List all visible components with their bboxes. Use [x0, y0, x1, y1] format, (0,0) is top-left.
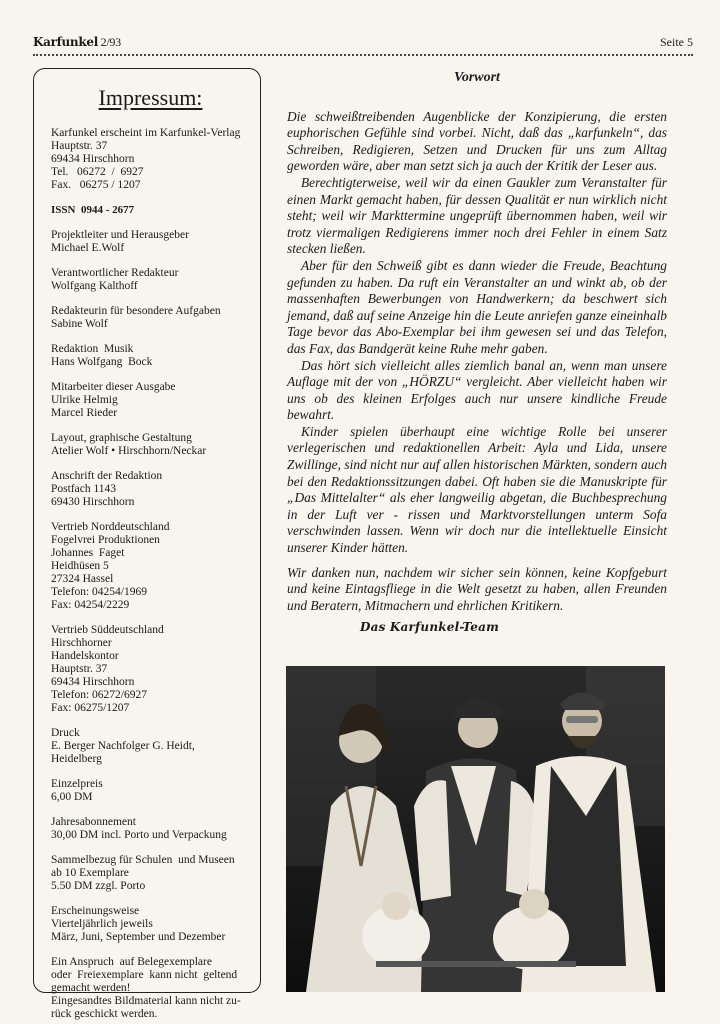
impressum-entry	[51, 624, 250, 715]
impressum-line: Vertrieb Süddeutschland	[51, 624, 164, 636]
impressum-entry	[51, 204, 250, 217]
impressum-line: Redakteurin für besondere Aufgaben	[51, 305, 221, 317]
impressum-line: Mitarbeiter dieser Ausgabe	[51, 381, 176, 393]
impressum-line: Einzelpreis	[51, 778, 103, 790]
impressum-line: Karfunkel erscheint im Karfunkel-Verlag	[51, 127, 241, 139]
impressum-entry	[51, 305, 250, 331]
impressum-line: Ulrike Helmig	[51, 394, 118, 406]
team-photo	[286, 666, 665, 992]
impressum-entry	[51, 470, 250, 509]
impressum-line: ab 10 Exemplare	[51, 867, 129, 879]
impressum-line: Hauptstr. 37	[51, 663, 108, 675]
impressum-line: 5.50 DM zzgl. Porto	[51, 880, 146, 892]
impressum-line: Eingesandtes Bildmaterial kann nicht zu-	[51, 995, 241, 1007]
impressum-line: oder Freiexemplare kann nicht geltend	[51, 969, 238, 981]
vorwort-paragraph: Aber für den Schweiß gibt es dann wieder die Freude, Beachtung gefunden zu haben. Da ruft ein Veranstalter an und winkt ab, ob der massenhaften Bewerbungen von Handwerkern; da beschwert sich jemand, daß auf seine Anzeige hin die Leute anriefen ganze eineinhalb Tage bevor das Abo-Exemplar bei ihm gewesen sei und das Telefon, das Fax, das Bandgerät keine Ruhe mehr gaben.	[287, 257, 667, 356]
impressum-line: Hauptstr. 37	[51, 140, 108, 152]
impressum-entry	[51, 905, 250, 944]
impressum-line: Handelskontor	[51, 650, 119, 662]
impressum-line: Fax: 06275/1207	[51, 702, 130, 714]
impressum-entry	[51, 229, 250, 255]
impressum-line: Johannes Faget	[51, 547, 125, 559]
impressum-line: Michael E.Wolf	[51, 242, 125, 254]
impressum-line: Projektleiter und Herausgeber	[51, 229, 189, 241]
vorwort-paragraph: Die schweißtreibenden Augenblicke der Konzipierung, die ersten euphorischen Gefühle sind vorbei. Nicht, daß das „karfunkeln“, das Schreiben, Redigieren, Setzen und Drucken für uns zum Alltag geworden wäre, aber man setzt sich ja auch der Kritik der Leser aus.	[287, 108, 667, 174]
impressum-entry	[51, 343, 250, 369]
impressum-line: 30,00 DM incl. Porto und Verpackung	[51, 829, 227, 841]
impressum-entry	[51, 267, 250, 293]
impressum-entry	[51, 816, 250, 842]
impressum-line: Hirschhorner	[51, 637, 112, 649]
impressum-line: Heidelberg	[51, 753, 102, 765]
impressum-line: Telefon: 06272/6927	[51, 689, 147, 701]
page-number: Seite 5	[660, 35, 693, 49]
impressum-line: Heidhüsen 5	[51, 560, 109, 572]
impressum-line: 69430 Hirschhorn	[51, 496, 135, 508]
impressum-line: Fax: 04254/2229	[51, 599, 130, 611]
impressum-line: Tel. 06272 / 6927	[51, 166, 144, 178]
impressum-line: Marcel Rieder	[51, 407, 118, 419]
impressum-entry	[51, 778, 250, 804]
impressum-entry	[51, 727, 250, 766]
impressum-line: Verantwortlicher Redakteur	[51, 267, 179, 279]
impressum-box	[33, 68, 261, 1020]
impressum-line: Ein Anspruch auf Belegexemplare	[51, 956, 212, 968]
impressum-line: rück geschickt werden.	[51, 1008, 158, 1020]
impressum-line: Hans Wolfgang Bock	[51, 356, 153, 368]
impressum-line: E. Berger Nachfolger G. Heidt,	[51, 740, 195, 752]
impressum-entry	[51, 956, 250, 1021]
impressum-line: Druck	[51, 727, 80, 739]
vorwort-article	[287, 70, 667, 614]
impressum-line: 69434 Hirschhorn	[51, 153, 135, 165]
impressum-line: Erscheinungsweise	[51, 905, 140, 917]
impressum-line: Postfach 1143	[51, 483, 117, 495]
vorwort-paragraph: Kinder spielen überhaupt eine wichtige Rolle bei unserer verlegerischen und redaktionellen Arbeit: Ayla und Lida, unsere Zwillinge, sind nicht nur auf allen historischen Märkten, sondern auch bei den Redaktionssitzungen dabei. Oft haben sie die Manuskripte für „Das Mittelalter“ als eher langweilig abgetan, die Buchbesprechung in der Luft ver - rissen und Marktvorstellungen unterm Sofa verschwinden lassen. Wenn wir doch nur die intellektuelle Einsicht unserer Kinder hätten.	[287, 423, 667, 556]
impressum-line: Sabine Wolf	[51, 318, 108, 330]
impressum-line: Redaktion Musik	[51, 343, 134, 355]
impressum-line: 6,00 DM	[51, 791, 93, 803]
vorwort-paragraph: Berechtigterweise, weil wir da einen Gaukler zum Veranstalter für einen Markt gemacht haben, für dessen Qualität er nun wirklich nicht steht; weil wir Markttermine ungeprüft übernommen haben, weil wir trotz viermaligen Redigierens immer noch drei Fehler in einem Satz stecken ließen.	[287, 174, 667, 257]
impressum-blocks	[51, 127, 250, 1021]
impressum-entry	[51, 127, 250, 192]
team-photo-illustration	[286, 666, 665, 992]
impressum-line: Vierteljährlich jeweils	[51, 918, 153, 930]
impressum-entry	[51, 432, 250, 458]
vorwort-title: Vorwort	[454, 70, 500, 85]
issue-number: 2/93	[97, 35, 121, 49]
header-dotted-rule	[33, 54, 693, 56]
impressum-title: Impressum:	[98, 85, 203, 110]
impressum-line: Jahresabonnement	[51, 816, 136, 828]
vorwort-paragraph: Wir danken nun, nachdem wir sicher sein können, keine Kopfgeburt und keine Eintagsfliege in die Welt gesetzt zu haben, allen Freunden und Beratern, Mitmachern und ehrlichen Kritikern.	[287, 564, 667, 613]
impressum-line: 69434 Hirschhorn	[51, 676, 135, 688]
impressum-line: Anschrift der Redaktion	[51, 470, 163, 482]
impressum-line: ISSN 0944 - 2677	[51, 204, 135, 216]
impressum-entry	[51, 521, 250, 612]
magazine-brand: Karfunkel 2/93	[33, 35, 121, 49]
impressum-entry	[51, 381, 250, 420]
impressum-line: Wolfgang Kalthoff	[51, 280, 138, 292]
impressum-line: 27324 Hassel	[51, 573, 114, 585]
impressum-line: Vertrieb Norddeutschland	[51, 521, 170, 533]
impressum-line: Sammelbezug für Schulen und Museen	[51, 854, 235, 866]
impressum-line: Telefon: 04254/1969	[51, 586, 147, 598]
impressum-line: Atelier Wolf • Hirschhorn/Neckar	[51, 445, 207, 457]
team-signature: Das Karfunkel-Team	[360, 620, 500, 634]
page-header	[33, 35, 693, 53]
impressum-line: Fax. 06275 / 1207	[51, 179, 141, 191]
vorwort-paragraph: Das hört sich vielleicht alles ziemlich banal an, wenn man unsere Auflage mit der von „HÖRZU“ vergleicht. Aber vielleicht haben wir uns ob des kleinen Erfolges auch nur unsere kindliche Freude bewahrt.	[287, 357, 667, 423]
impressum-line: Fogelvrei Produktionen	[51, 534, 160, 546]
impressum-line: Layout, graphische Gestaltung	[51, 432, 192, 444]
impressum-line: gemacht werden!	[51, 982, 131, 994]
impressum-line: März, Juni, September und Dezember	[51, 931, 226, 943]
impressum-entry	[51, 854, 250, 893]
